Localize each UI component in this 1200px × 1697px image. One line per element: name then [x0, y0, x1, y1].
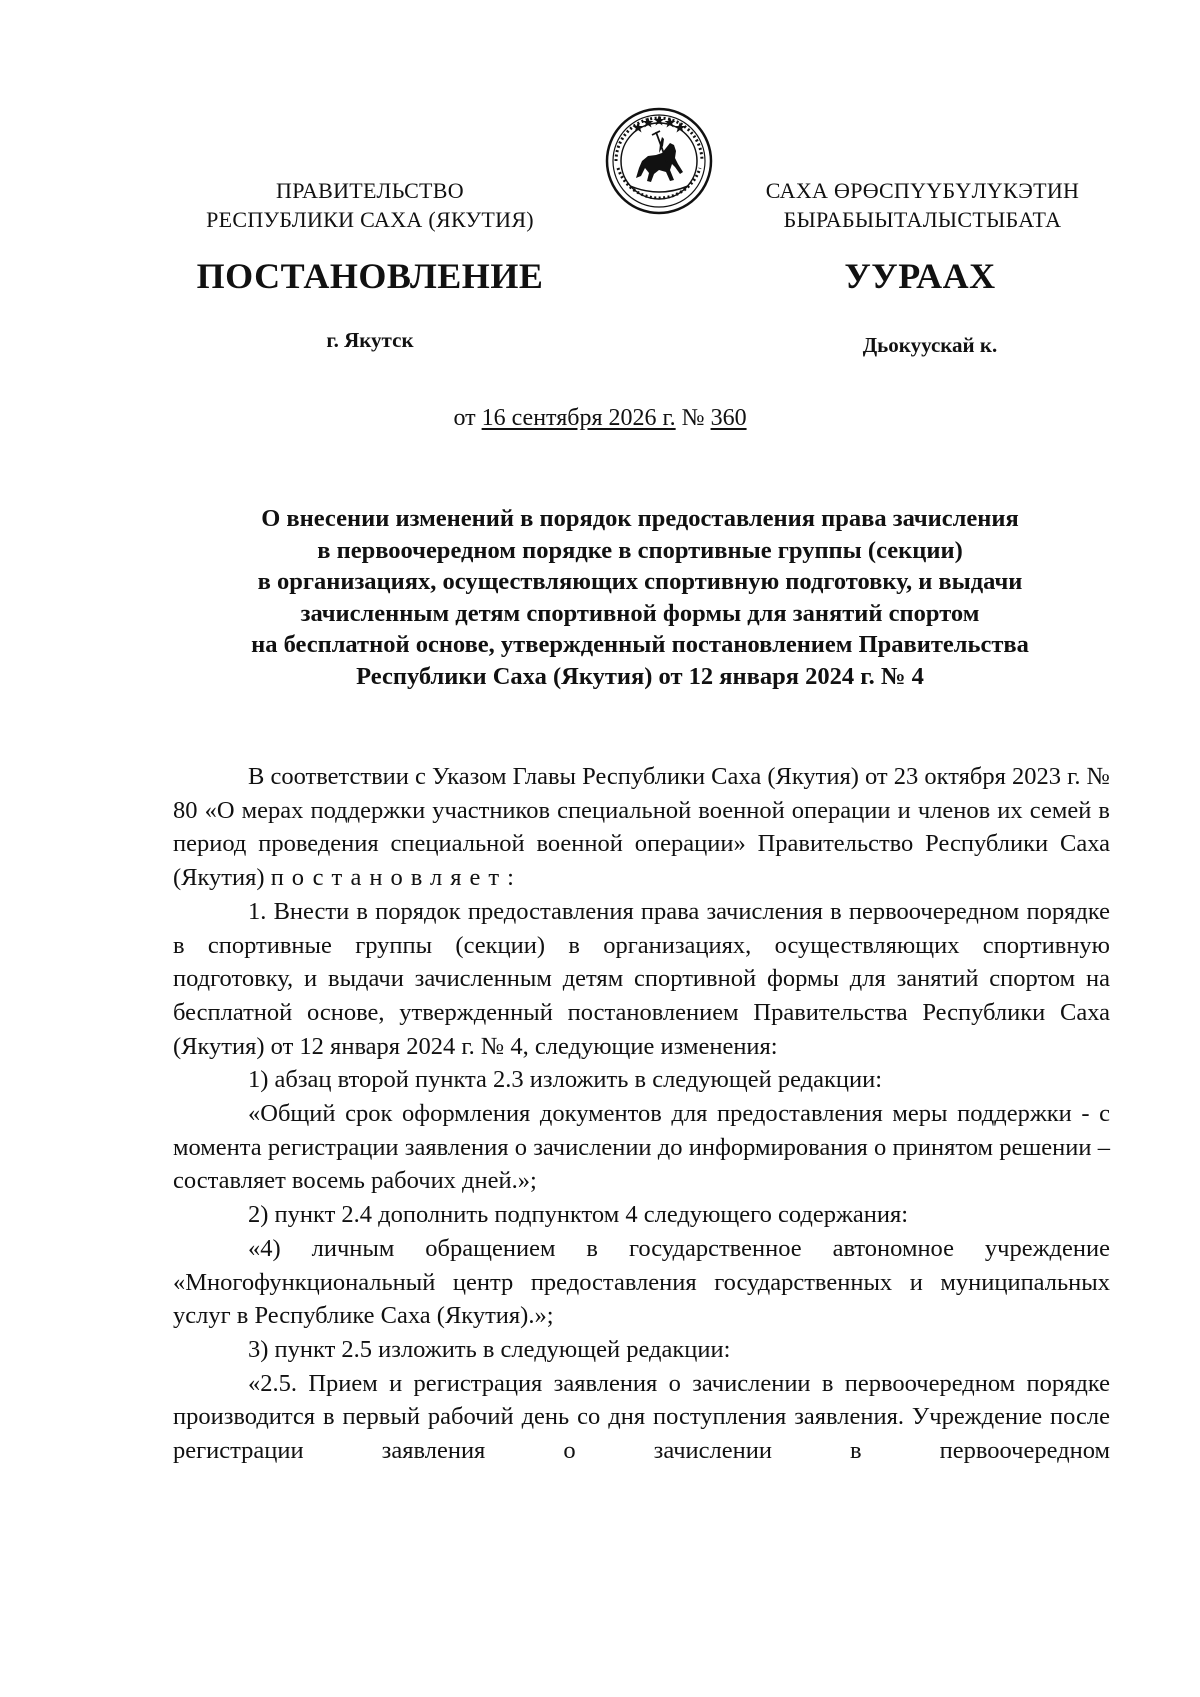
- title-line: зачисленным детям спортивной формы для занятий спортом: [300, 599, 980, 627]
- sakha-coat-of-arms-icon: [604, 106, 714, 216]
- government-name-russian: [185, 176, 555, 234]
- title-line: в организациях, осуществляющих спортивную подготовку, и выдачи: [257, 568, 1023, 595]
- preamble-end: :: [507, 864, 514, 892]
- government-name-line1: ПРАВИТЕЛЬСТВО: [276, 178, 464, 203]
- paragraph-item-1: 1. Внести в порядок предоставления права зачисления в первоочередном порядке в спортивные группы (секции) в организациях, осуществляющих спортивную подготовку, и выдачи зачисленным детям спортивной формы для занятий спортом на бесплатной основе, утвержденный постановлением Правительства Республики Саха (Якутия) от 12 января 2024 г. № 4, следующие изменения:: [173, 897, 1110, 1060]
- decree-verb: постановляет: [270, 864, 508, 892]
- document-date-number: [0, 405, 1200, 432]
- preamble-text: В соответствии с Указом Главы Республики Саха (Якутия) от 23 октября 2023 г. № 80 «О мерах поддержки участников специальной военной операции и членов их семей в период проведения специальной военной операции» Правительство Республики Саха (Якутия): [173, 763, 1111, 892]
- title-line: О внесении изменений в порядок предоставления права зачисления: [261, 505, 1019, 532]
- government-name-sakha-line2: БЫРАБЫЫТАЛЫСТЫБАТА: [783, 207, 1062, 232]
- city-sakha: Дьокуускай к.: [862, 333, 998, 357]
- paragraph-quote-3: «2.5. Прием и регистрация заявления о зачислении в первоочередном порядке производится в первый рабочий день со дня поступления заявления. Учреждение после регистрации заявления о зачислении в первоочередном: [173, 1369, 1110, 1465]
- city-russian: г. Якутск: [326, 328, 414, 352]
- title-line: в первоочередном порядке в спортивные группы (секции): [317, 536, 963, 564]
- paragraph-subitem-2: 2) пункт 2.4 дополнить подпунктом 4 следующего содержания:: [248, 1201, 909, 1229]
- paragraph-quote-2: «4) личным обращением в государственное автономное учреждение «Многофункциональный центр предоставления государственных и муниципальных услуг в Республике Саха (Якутия).»;: [173, 1234, 1110, 1330]
- document-type-russian: ПОСТАНОВЛЕНИЕ: [196, 256, 544, 296]
- preamble-paragraph: [173, 760, 1110, 895]
- government-name-sakha: [745, 176, 1100, 234]
- number-sign: №: [675, 405, 711, 431]
- government-name-sakha-line1: САХА ӨРӨСПҮҮБҮЛҮКЭТИН: [765, 178, 1080, 203]
- document-body: [173, 760, 1110, 1468]
- document-type-sakha: УУРААХ: [844, 256, 996, 296]
- paragraph-quote-1: «Общий срок оформления документов для предоставления меры поддержки - с момента регистрации заявления о зачислении до информирования о принятом решении – составляет восемь рабочих дней.»;: [173, 1100, 1110, 1195]
- title-line: Республики Саха (Якутия) от 12 января 2024 г. № 4: [356, 662, 924, 690]
- document-title: [170, 503, 1110, 692]
- title-line: на бесплатной основе, утвержденный постановлением Правительства: [251, 631, 1029, 658]
- government-name-line2: РЕСПУБЛИКИ САХА (ЯКУТИЯ): [206, 207, 534, 232]
- paragraph-subitem-3: 3) пункт 2.5 изложить в следующей редакции:: [248, 1335, 731, 1363]
- document-date: 16 сентября 2026 г.: [481, 405, 676, 431]
- date-prefix: от: [453, 405, 482, 431]
- paragraph-subitem-1: 1) абзац второй пункта 2.3 изложить в следующей редакции:: [248, 1066, 883, 1094]
- document-number: 360: [710, 405, 747, 431]
